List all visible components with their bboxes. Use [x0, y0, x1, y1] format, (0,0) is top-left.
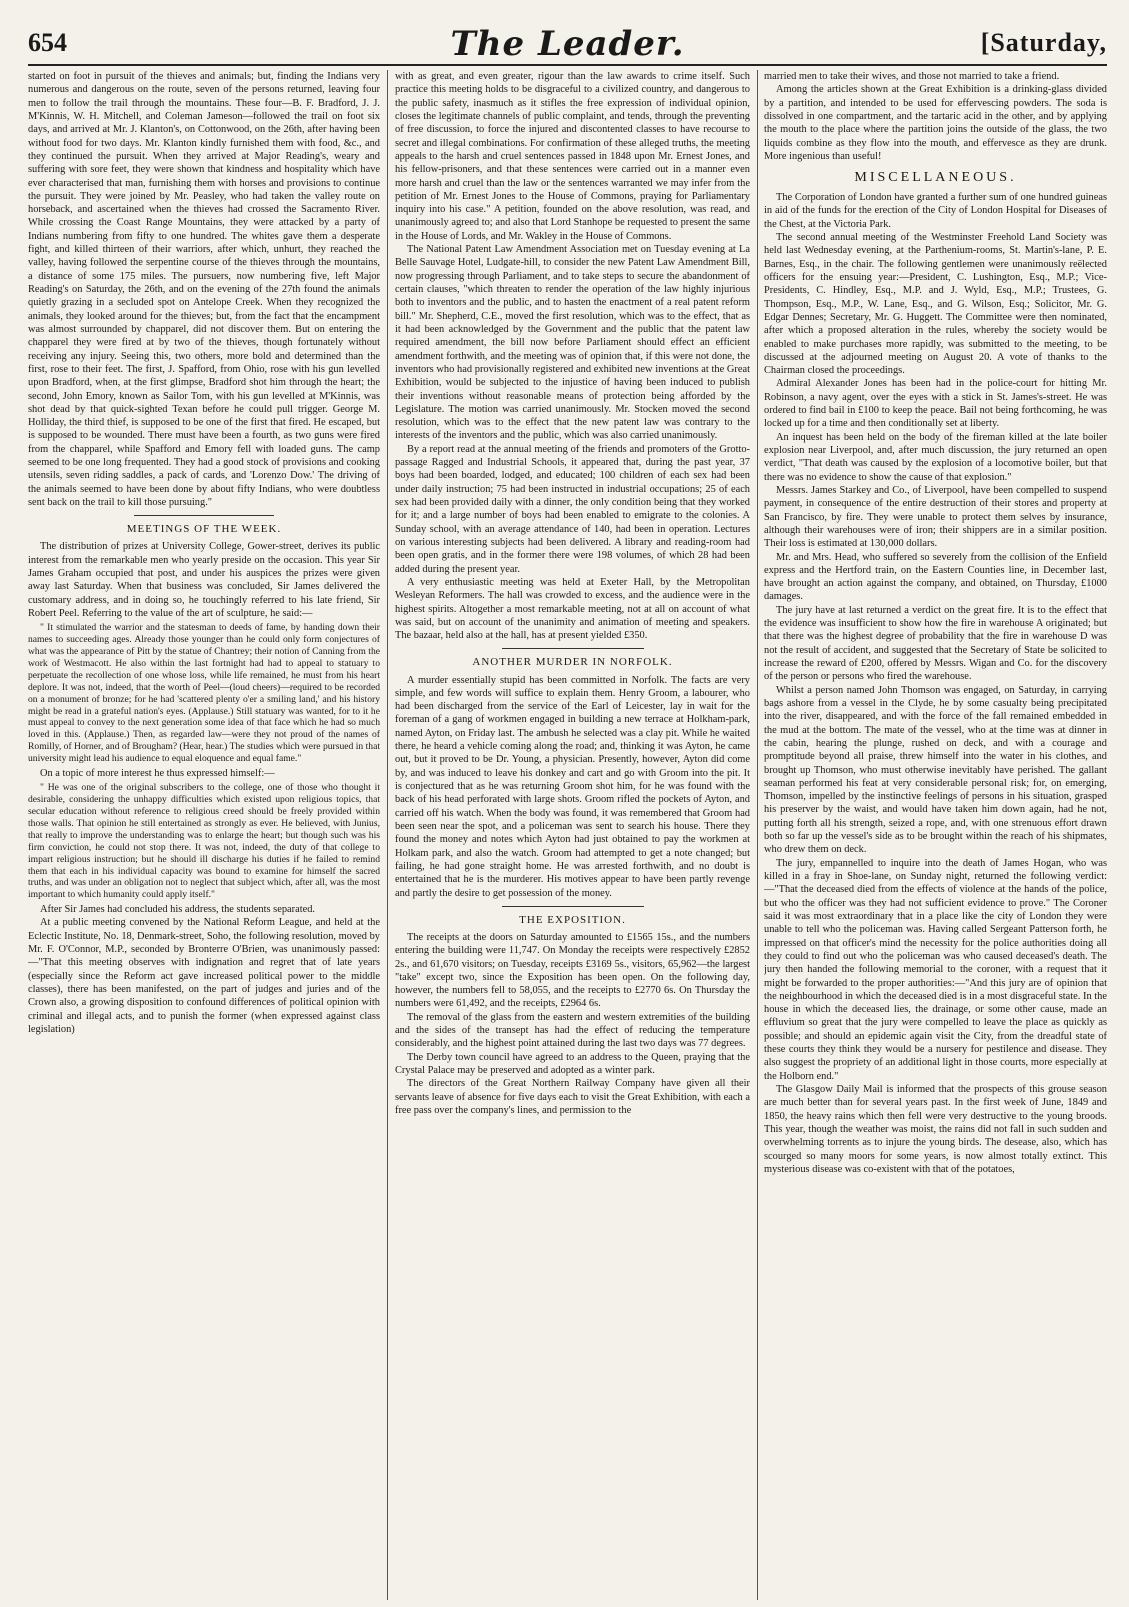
section-divider [502, 648, 644, 649]
section-heading: THE EXPOSITION. [519, 913, 626, 926]
article-paragraph: Among the articles shown at the Great Exhibition is a drinking-glass divided by a partition, and intended to be used for effervescing powders. The soda is dissolved in one compartment, and the tartaric acid in the other, and by applying the mouth to the place where the partition joins the outside of the glass, the two liquids combine as they flow into the mouth, and effervesce as they are drunk. More ingenious than useful! [764, 84, 1107, 162]
masthead-title: The Leader. [450, 24, 685, 64]
column-3 [764, 70, 1107, 1600]
article-paragraph: The Glasgow Daily Mail is informed that the prospects of this grouse season are much better than for several years past. In the first week of June, 1849 and 1850, the heavy rains which then fell were very destructive to the young broods. This year, though the weather was moist, the rains did not fall in such sudden and overwhelming torrents as to injure the young birds. The desease, also, which has scourged so many moors for some years, is now almost totally extinct. This mysterious disease was co-existent with that of the potatoes, [764, 1084, 1107, 1175]
section-heading: ANOTHER MURDER IN NORFOLK. [472, 656, 673, 669]
article-paragraph: Mr. and Mrs. Head, who suffered so severely from the collision of the Enfield express and the Hertford train, on the Eastern Counties line, in December last, have brought an action against the company, and obtained, on Thursday, £1000 damages. [764, 551, 1107, 603]
page-number: 654 [28, 28, 67, 57]
article-paragraph: The receipts at the doors on Saturday amounted to £1565 15s., and the numbers entering the building were 11,747. On Monday the receipts were respectively £2852 2s., and 61,670 visitors; on Tuesday, receipts £3169 5s., visitors, 65,962—the largest "take" except two, since the Exposition has been open. On the following day, however, the numbers fell to 58,055, and the receipts to £2770 6s. On Thursday the numbers were 61,492, and the receipts, £2964 6s. [395, 931, 750, 1010]
article-paragraph: By a report read at the annual meeting of the friends and promoters of the Grotto-passage Ragged and Industrial Schools, it appeared that, during the past year, 37 boys had been boarded, lodged, and educated; 100 children of each sex had been under daily instruction; 75 had been instructed in industrial occupations; 25 of each sex had been provided daily with a dinner, the only condition being that they worked for it; and a large number of boys had been enabled to emigrate to the colonies. A Sunday school, with an average attendance of 140, had been in operation. Lectures on various interesting subjects had been delivered. A library and reading-room had been open gratis, and in the former there were 198 volumes, of which 28 had been added during the present year. [395, 443, 750, 575]
article-paragraph: The Derby town council have agreed to an address to the Queen, praying that the Crystal Palace may be preserved and adopted as a winter park. [395, 1051, 750, 1077]
article-paragraph: The National Patent Law Amendment Association met on Tuesday evening at La Belle Sauvage Hotel, Ludgate-hill, to consider the new Patent Law Amendment Bill, now progressing through Parliament, and to take steps to secure the abandonment of certain clauses, "which threaten to render the operation of the law highly injurious both to inventors and the public, and to hasten the enactment of a real patent reform bill." Mr. Shepherd, C.E., moved the first resolution, which was to the effect, that as it had been acknowledged by the Government and the public that the patent law required amendment, the bill now before Parliament should effect an efficient amendment forthwith, and the meeting was of opinion that, if this were not done, the inventors who had provisionally registered and exhibited new inventions at the Great Exhibition, would be subjected to the injustice of having been induced to publish their inventions without reasonable means of protection being afforded by the Legislature. The motion was carried unanimously. Mr. Stocken moved the second resolution, which was to the effect that the new patent law was contrary to the interests of the inventors and the public, which was also carried unanimously. [395, 244, 750, 442]
column-divider [387, 70, 388, 1600]
quote-paragraph: " He was one of the original subscribers to the college, one of those who thought it desirable, considering the unhappy difficulties which existed upon religious topics, that secular education without reference to religious creed should be freely provided within those walls. That opinion he still entertained as strongly as ever. He believed, with Junius, that really to improve the understanding was to enlarge the heart; but though such was his firm conviction, he could not stop there. It was not, indeed, the duty of that college to impart religious instruction; but he should ill discharge his duties if he failed to remind them that each in his individual capacity was bound to examine for himself the sacred truths, and was under an obligation not to neglect that subject which, after all, was the most important to which humanity could apply itself." [28, 782, 380, 901]
article-paragraph: At a public meeting convened by the National Reform League, and held at the Eclectic Institute, No. 18, Denmark-street, Soho, the following resolution, moved by Mr. F. O'Connor, M.P., seconded by Bronterre O'Brien, was unanimously passed:—"That this meeting observes with indignation and regret that of late years (especially since the Reform act gave increased political power to the middle classes), there has been manifested, on the part of judges and juries and of the Crown also, a growing disposition to confound differences of political opinion with criminal and illegal acts, and to punish the former (when expressed against class legislation) [28, 917, 380, 1035]
article-paragraph: The jury have at last returned a verdict on the great fire. It is to the effect that the evidence was insufficient to show how the fire in warehouse A originated; but that there was the highest degree of probability that the fire in warehouse D was not the result of accident, and suggested that the Secretary of State be solicited to increase the reward of £200, offered by Messrs. Wigan and Co. for the discovery of the person or persons who fired the warehouse. [764, 604, 1107, 683]
article-paragraph: The distribution of prizes at University College, Gower-street, derives its public interest from the remarkable men who yearly preside on the occasion. This year Sir James Graham occupied that post, and under his auspices the prizes were given away last Saturday. When that business was concluded, Sir James delivered the customary address, and in doing so, he touchingly referred to his late friend, Sir Robert Peel. Referring to the value of the art of sculpture, he said:— [28, 541, 380, 619]
article-paragraph: Whilst a person named John Thomson was engaged, on Saturday, in carrying bags ashore from a vessel in the Clyde, he by some casualty being precipitated into the river, disappeared, and with the force of the fall remained embedded in the mud at the bottom. The mate of the vessel, who at the time was at dinner in the cabin, hearing the plunge, rushed on deck, and with a courage and promptitude beyond all praise, threw himself into the water in his clothes, and brought up Thomson, who must otherwise inevitably have perished. The gallant seaman performed his feat at very considerable personal risk; for, on emerging, Thomson, impelled by the instinctive feelings of persons in his situation, grasped his preserver by the waist, and would have taken him down again, had he not, putting forth all his strength, seized a rope, and, with one strenuous effort drawn both so far up the vessel's side as to be brought within the reach of his shipmates, who drew them on deck. [764, 684, 1107, 856]
article-paragraph: A very enthusiastic meeting was held at Exeter Hall, by the Metropolitan Wesleyan Reformers. The hall was crowded to excess, and the audience were in the highest spirits. Altogether a most remarkable meeting, not at all on account of what was said, but on account of the unanimity and animation of meeting and speakers. The bazaar, held also at the hall, has at present yielded £350. [395, 576, 750, 642]
article-paragraph: started on foot in pursuit of the thieves and animals; but, finding the Indians very numerous and dangerous on the route, seven of the persons returned, leaving four men to follow the trail through the mountains. These four—B. F. Bradford, J. J. M'Kinnis, W. H. Mitchell, and Coleman Jameson—followed the trail on foot six days, and arrived at Mr. J. Klanton's, on Cottonwood, on the 26th, after having been without food for two days. Mr. Klanton kindly furnished them with food, &c., and they continued the pursuit. When they arrived at Major Reading's, weary and suffering with sore feet, they were shown that kindness and hospitality which have ever characterised that man, furnishing them with horses and provisions to continue the pursuit. They were joined by Mr. Peasley, who had taken the valley route on horseback, and ascertained when the thieves had crossed the Sacramento River. While crossing the Coast Range Mountains, they were attacked by a party of Indians numbering from fifty to one hundred. The whites gave them a desperate fight, and killed thirteen of their warriors, after which, unhurt, they reached the valley, having followed the serpentine course of the thieves through the mountains, a distance of some 175 miles. The pursuers, now numbering five, left Major Reading's on Saturday, the 26th, and on the evening of the 27th found the animals quietly grazing in a secluded spot on Antelope Creek. When they recognized the animals, they looked around for the thieves; but, from the fact that the encampment was almost surrounded by chapparel, did not discover them. But on entering the chapparel they were fired at by two of the thieves, though fortunately without receiving any injury. Seeing this, two others, more bold and determined than the first, rose to their feet. The first, J. Spafford, from Ohio, rose with his gun levelled upon Bradford, when, at the first glimpse, Bradford shot him through the heart; the second, John Emory, known as Sailor Tom, with his gun levelled at M'Kinnis, was shot dead by that quick-sighted Texan before he could pull trigger. George M. Holliday, the third thief, is supposed to be one of the first that fired. He escaped, but is supposed to be wounded. There must have been a fourth, as two guns were fired from the chapparel, while Spafford and Emory fell with loaded guns. The camp seemed to be one long frequented. They had a good stock of provisions and cooking utensils, seven riding saddles, a pack of cards, and 'Lorenzo Dow.' The driving of the animals seemed to have been done by about fifty Indians, who were doubtless sent back on the trail to kill those pursuing." [28, 71, 380, 508]
column-1 [28, 70, 380, 1600]
article-paragraph: married men to take their wives, and those not married to take a friend. [764, 71, 1060, 82]
article-paragraph: The second annual meeting of the Westminster Freehold Land Society was held last Wednesday evening, at the Parthenium-rooms, St. Martin's-lane, P. E. Barnes, Esq., in the chair. The following gentlemen were unanimously reëlected officers for the ensuing year:—President, C. Lushington, Esq., M.P.; Vice-Presidents, C. Hindley, Esq., M.P. and J. Wyld, Esq., M.P.; Trustees, G. Thompson, Esq., M.P., W. Lane, Esq., and G. Wilson, Esq.; Solicitor, Mr. G. Edgar Dennes; Secretary, Mr. G. Huggett. The Committee were then nominated, after which a proposed alteration in the rules, whereby the society would be enabled to make purchases more rapidly, was submitted to the meeting, to be discussed at the adjourned meeting on August 20. A vote of thanks to the Chairman closed the proceedings. [764, 232, 1107, 377]
article-paragraph: A murder essentially stupid has been committed in Norfolk. The facts are very simple, and few words will suffice to explain them. Henry Groom, a labourer, who had been discharged from the service of the Earl of Leicester, lay in wait for the foreman of a gang of workmen engaged in building a new terrace at Holkham-park, named Ayton, on Friday last. The ambush he selected was a clay pit. While he waited there, he heard a vehicle coming along the road; and, thinking it was Ayton, he came out, but it proved to be Dr. Young, a physician. Presently, however, Ayton did come by, and was induced to leave his donkey and cart and go with Groom into the pit. It is conjectured that as he was returning Groom shot him, for he was found with the back of his head perforated with large shots. Groom rifled the pockets of Ayton, and carried off his watch. When the body was found, it was remembered that Groom had been seen near the spot, and a policeman was sent to search his house. There they found the money and notes which Ayton had just obtained to pay the workmen at Holkam park, and also the watch. Groom had attempted to get a note changed; but failing, he had gone straight home. He was arrested forthwith, and no doubt is entertained that he is the murderer. His motives appear to have been partly revenge and partly the desire to get possession of the money. [395, 674, 750, 899]
section-heading: MEETINGS OF THE WEEK. [126, 523, 282, 536]
section-divider [502, 906, 644, 907]
section-heading: MISCELLANEOUS. [854, 170, 1017, 186]
article-paragraph: On a topic of more interest he thus expressed himself:— [40, 767, 275, 779]
column-divider [757, 70, 758, 1600]
article-paragraph: with as great, and even greater, rigour than the law awards to crime itself. Such practice this meeting holds to be disgraceful to a civilized country, and dangerous to the public safety, inasmuch as it stifles the free expression of individual opinion, closes the legitimate channels of public complaint, and tends, through the preventing of free discussion, to force the injured and discontented classes to have recourse to secret and illegal combinations. For confirmation of these alleged truths, the meeting appeals to the harsh and cruel sentences passed in 1848 upon Mr. Ernest Jones, and his fellow-prisoners, and that these sentences were carried out in a manner even more harsh and cruel than the law or the sentences warranted we may infer from the petition of Mr. Ernest Jones to the House of Commons, praying for Parliamentary inquiry into his case." A petition, founded on the above resolution, was read, and unanimously agreed to; and also that Lord Stanhope be requested to present the same in the House of Lords, and Mr. Wakley in the House of Commons. [395, 71, 750, 242]
article-paragraph: The Corporation of London have granted a further sum of one hundred guineas in aid of the funds for the erection of the City of London Hospital for Diseases of the Chest, at the Victoria Park. [764, 192, 1107, 230]
article-paragraph: The directors of the Great Northern Railway Company have given all their servants leave of absence for five days each to visit the Great Exhibition, with each a free pass over the company's lines, and permission to the [395, 1078, 750, 1116]
page-header [28, 24, 1107, 64]
article-paragraph: After Sir James had concluded his address, the students separated. [40, 904, 315, 916]
quote-paragraph: " It stimulated the warrior and the statesman to deeds of fame, by handing down their names to succeeding ages. Already those younger than he could only form conjectures of what was the appearance of Pitt by the statue of Chantrey; their notion of Canning from the work of Westmacott. He also within the last fortnight had had to appeal to statuary to perpetuate the recollection of one whose loss, while life remained, he must from his heart deplore. It was not, indeed, that the worth of Peel—(loud cheers)—required to be recorded on a monument of bronze; for he had 'scattered plenty o'er a smiling land,' and his history might be read in a grateful nation's eyes. (Applause.) Still statuary was wanted, for to it he must appeal to convey to the next generation some idea of that face which he had so much loved in this. (Applause.) Then, as regarded law—were they not proud of the names of Romilly, of Horner, and of Brougham? (Hear, hear.) The studies which were pursued in that university might lead his audience to equal eloquence and equal fame." [28, 622, 380, 765]
header-day: [Saturday, [980, 28, 1107, 57]
section-divider [134, 515, 275, 516]
article-paragraph: Admiral Alexander Jones has been had in the police-court for hitting Mr. Robinson, a navy agent, over the eyes with a stick in St. James's-street. He was ordered to find bail in £100 to keep the peace. Bail not being forthcoming, he was locked up for a time and then conditionally set at liberty. [764, 378, 1107, 430]
article-paragraph: An inquest has been held on the body of the fireman killed at the late boiler explosion near Liverpool, and, after much discussion, the jury returned an open verdict, "That death was caused by the explosion of a locomotive boiler, but that there was no evidence to show the cause of that explosion." [764, 431, 1107, 483]
column-2 [395, 70, 750, 1600]
article-paragraph: The removal of the glass from the eastern and western extremities of the building and the sides of the transept has had the effect of reducing the temperature considerably, and the highest point attained during the last two days was 77 degrees. [395, 1011, 750, 1050]
article-paragraph: The jury, empannelled to inquire into the death of James Hogan, who was killed in a fray in Shoe-lane, on Sunday night, returned the following verdict:—"That the deceased died from the effects of violence at the hands of the police, but who the officer was they had not sufficient evidence to prove." The Coroner said it was most extraordinary that in a place like the city of London they were unable to tell who the policeman was. Having called Sergeant Patterson forth, he impressed on that officer's mind the necessity for the police authorities doing all they could to find out who the policeman was who caused deceased's death. The jury then handed the following memorial to the coroner, with a request that it might be forwarded to the proper authorities:—"And this jury are of opinion that the neighbourhood in which the deceased died is in a most disgraceful state. In the house in which the deceased lies, the drainage, or some other cause, made an effluvium so great that the jury were compelled to leave the place as quickly as possible; and should an epidemic again visit the City, from the dreadful state of these courts they think they would be a nursery for pestilence and disease. They also suggest the propriety of an additional light in those courts, more especially at the Holborn end." [764, 857, 1107, 1082]
header-rule [28, 64, 1107, 66]
article-paragraph: Messrs. James Starkey and Co., of Liverpool, have been compelled to suspend payment, in consequence of the entire destruction of their stores and property at San Francisco, by fire. They were unable to protect them selves by insurance, although their warehouses were of iron; their shippers are in a similar position. Their loss is estimated at 130,000 dollars. [764, 484, 1107, 550]
